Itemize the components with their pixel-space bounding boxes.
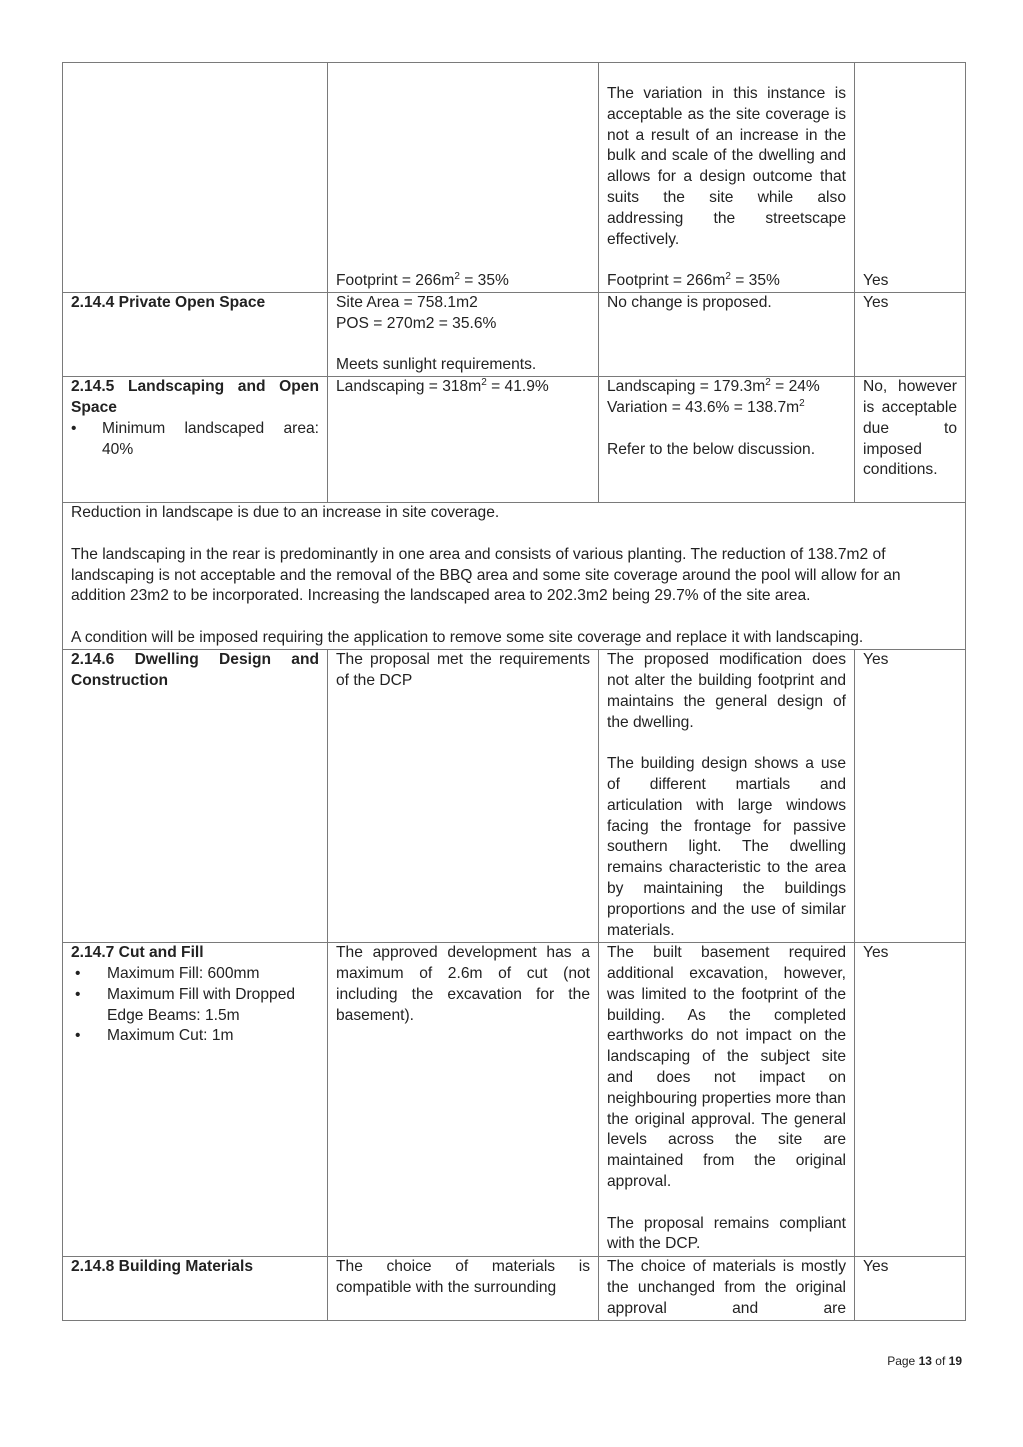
site-area: Site Area = 758.1m2 <box>336 294 478 311</box>
control-title: 2.14.4 Private Open Space <box>71 294 266 311</box>
compliance-value: Yes <box>863 1258 889 1276</box>
row-site-coverage <box>63 63 966 293</box>
approved-cell <box>328 943 599 1257</box>
compliance-cell <box>855 377 966 503</box>
row-cut-and-fill <box>63 943 966 1257</box>
row-dwelling-design <box>63 650 966 943</box>
compliance-value: Yes <box>863 651 889 669</box>
compliance-cell <box>855 63 966 293</box>
discussion-cell <box>63 503 966 650</box>
bullet-item: • Maximum Cut: 1m <box>75 1026 319 1047</box>
discussion-p3: A condition will be imposed requiring the application to remove some site coverage and replace it with landscaping. <box>71 628 864 646</box>
control-bullets <box>71 964 319 1047</box>
control-cell <box>63 377 328 503</box>
approved-cell <box>328 293 599 377</box>
assessment-table <box>62 62 966 1321</box>
proposed-cell <box>599 650 855 943</box>
compliance-value: Yes <box>863 294 889 311</box>
control-title: 2.14.5 Landscaping and Open Space <box>71 378 319 416</box>
variation-discussion: The variation in this instance is acceptable as the site coverage is not a result of an increase in the bulk and scale of the dwelling and allows for a design outcome that suits the site while also addressing the streetscape effectively. <box>607 85 846 248</box>
proposed-cell: Landscaping = $179.3m^2 = 24\%$ Variation = $43.6\% = 138.7m^2$ Refer to the below discussion. <box>599 377 855 503</box>
compliance-value: Yes <box>863 272 889 289</box>
approved-cell: Footprint = $266m^2 = 35\%$ <box>328 63 599 293</box>
control-bullets <box>71 419 319 461</box>
row-building-materials <box>63 1257 966 1320</box>
proposed-cell: The variation in this instance is acceptable as the site coverage is not a result of an increase in the bulk and scale of the dwelling and allows for a design outcome that suits the site while also addressing the streetscape effectively. Footprint = $266m^2 = 35\%$ <box>599 63 855 293</box>
compliance-cell <box>855 293 966 377</box>
approved-cell <box>328 1257 599 1320</box>
compliance-value: No, however is acceptable due to imposed conditions. <box>863 378 957 479</box>
control-title: 2.14.8 Building Materials <box>71 1258 253 1276</box>
proposed-p2: The proposal remains compliant with the DCP. <box>607 1214 846 1253</box>
control-cell <box>63 293 328 377</box>
compliance-value: Yes <box>863 944 889 962</box>
pos-value: POS = 270m2 = 35.6% <box>336 314 497 332</box>
approved-cell: Landscaping = $318m^2 = 41.9\%$ <box>328 377 599 503</box>
control-cell <box>63 1257 328 1320</box>
proposed-p1: The proposed modification does not alter the building footprint and maintains the general design of the dwelling. <box>607 651 846 731</box>
approved-text: The approved development has a maximum of 2.6m of cut (not including the excavation for the basement). <box>336 944 590 1024</box>
proposed-p1: The built basement required additional excavation, however, was limited to the footprint of the building. As the completed earthworks do not impact on the landscaping of the subject site and does not impact on neighbouring properties more than the original approval. The general levels across the site are maintained from the original approval. <box>607 944 846 1190</box>
control-cell <box>63 650 328 943</box>
proposed-cell <box>599 943 855 1257</box>
proposed-landscaping: Landscaping = 179.3m <box>607 378 766 396</box>
proposed-cell <box>599 1257 855 1320</box>
page-number: Page 13 of 19 <box>887 1354 962 1368</box>
compliance-cell <box>855 943 966 1257</box>
row-discussion <box>63 503 966 650</box>
approved-footprint: Footprint = 266m <box>336 272 455 289</box>
control-cell <box>63 943 328 1257</box>
control-cell <box>63 63 328 293</box>
row-private-open-space <box>63 293 966 377</box>
row-landscaping <box>63 377 966 503</box>
compliance-cell <box>855 650 966 943</box>
control-title: 2.14.7 Cut and Fill <box>71 944 204 962</box>
control-title: 2.14.6 Dwelling Design and Construction <box>71 651 319 689</box>
bullet-item: • Maximum Fill: 600mm <box>75 964 319 985</box>
refer-note: Refer to the below discussion. <box>607 440 816 458</box>
approved-text: The proposal met the requirements of the DCP <box>336 651 590 689</box>
proposed-cell <box>599 293 855 377</box>
approved-text: The choice of materials is compatible with the surrounding <box>336 1258 590 1296</box>
approved-landscaping: Landscaping = 318m <box>336 378 482 396</box>
compliance-cell <box>855 1257 966 1320</box>
bullet-item: • Minimum landscaped area: 40% <box>71 419 319 461</box>
total-pages: 19 <box>948 1354 962 1368</box>
proposed-p2: The building design shows a use of different martials and articulation with large windows facing the frontage for passive southern light. The dwelling remains characteristic to the area by maintaining the buildings proportions and the use of similar materials. <box>607 755 846 939</box>
approved-cell <box>328 650 599 943</box>
proposed-footprint: Footprint = 266m <box>607 272 726 290</box>
current-page: 13 <box>918 1354 932 1368</box>
discussion-p2: The landscaping in the rear is predominantly in one area and consists of various planting. The reduction of 138.7m2 of landscaping is not acceptable and the removal of the BBQ area and some site coverage around the pool will allow for an addition 23m2 to be incorporated. Increasing the landscaped area to 202.3m2 being 29.7% of the site area. <box>71 545 901 605</box>
proposed-text: No change is proposed. <box>607 294 772 311</box>
discussion-p1: Reduction in landscape is due to an increase in site coverage. <box>71 504 500 522</box>
proposed-text: The choice of materials is mostly the unchanged from the original approval and are <box>607 1258 846 1317</box>
sunlight-note: Meets sunlight requirements. <box>336 356 537 374</box>
bullet-item: • Maximum Fill with Dropped Edge Beams: 1.5m <box>75 985 319 1027</box>
variation-value: Variation = 43.6% = 138.7m <box>607 398 800 416</box>
